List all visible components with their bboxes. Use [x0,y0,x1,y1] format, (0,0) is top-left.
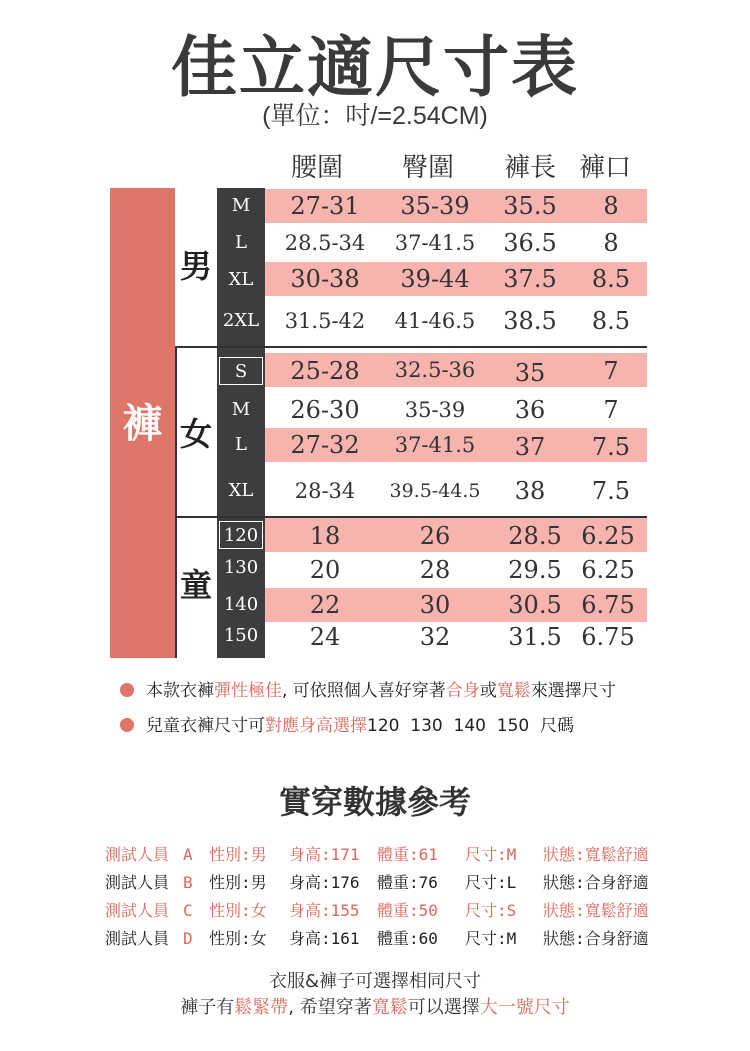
tester-id: D [183,929,193,948]
note-highlight: 彈性極佳 [214,681,282,701]
cell-length: 38.5 [503,307,557,335]
cell-hem: 6.75 [581,623,635,651]
tester-row [105,897,650,925]
group-label-kids: 童 [179,566,212,604]
col-header-hip: 臀圍 [401,153,454,183]
tester-id: C [183,901,193,920]
size-label: M [231,399,251,420]
cell-length: 30.5 [508,591,562,619]
tester-state: 狀態:寬鬆舒適 [543,901,649,920]
page-title: 佳立適尺寸表 [171,29,579,106]
cell-hip: 41-46.5 [394,309,476,333]
col-header-waist: 腰圍 [290,153,343,183]
tester-gender: 性別:男 [209,873,267,892]
cell-waist: 27-32 [290,431,360,459]
cell-hem: 7.5 [591,433,631,461]
cell-length: 36.5 [503,229,557,257]
tester-state: 狀態:合身舒適 [543,873,649,892]
tester-height: 身高:171 [289,845,360,864]
footer-line-1: 衣服&褲子可選擇相同尺寸 [268,971,482,992]
size-label: 150 [223,625,259,646]
footer-highlight: 鬆緊帶 [234,997,289,1018]
cell-length: 31.5 [508,623,562,651]
footer-text: 褲子有 [180,997,235,1018]
cell-hip: 26 [419,522,451,550]
cell-length: 28.5 [508,522,562,550]
note-kids-size [120,713,574,739]
note-text: 本款衣褲 [146,681,214,701]
size-label: L [235,232,247,253]
note-text: 兒童衣褲尺寸可 [146,716,265,736]
tester-height: 身高:161 [289,929,360,948]
cell-waist: 28-34 [294,479,356,503]
cell-hem: 7.5 [591,477,631,505]
tester-size: 尺寸:M [465,845,517,864]
cell-waist: 20 [309,556,341,584]
unit-note: (單位：吋/=2.54CM) [262,102,488,130]
group-label-women: 女 [179,415,212,453]
tester-name: 測試人員 [105,929,170,948]
note-highlight: 寬鬆 [496,681,531,701]
cell-hem: 6.75 [581,591,635,619]
tester-weight: 體重:50 [377,901,438,920]
tester-name: 測試人員 [105,901,170,920]
cell-hem: 8 [603,192,619,220]
cell-hem: 7 [603,357,619,385]
size-label: 120 [219,521,263,549]
size-label: L [235,434,247,455]
footer-text: , 希望穿著 [288,997,372,1018]
cell-waist: 26-30 [290,396,360,424]
group-label-men: 男 [179,247,212,285]
cell-length: 37 [514,433,546,461]
tester-height: 身高:155 [289,901,360,920]
cell-length: 36 [514,396,546,424]
tester-state: 狀態:合身舒適 [543,929,649,948]
cell-waist: 25-28 [290,357,360,385]
size-label: 140 [223,594,259,615]
size-label: S [219,357,263,385]
size-label: 2XL [222,310,260,331]
tester-row [105,925,650,953]
cell-length: 37.5 [503,265,557,293]
cell-length: 29.5 [508,556,562,584]
note-highlight: 合身 [445,681,480,701]
cell-waist: 24 [309,623,341,651]
note-text: , 可依照個人喜好穿著 [282,681,446,701]
note-highlight: 對應身高選擇 [265,716,367,736]
cell-hip: 35-39 [400,192,470,220]
cell-hem: 8 [603,229,619,257]
cell-length: 35 [514,359,546,387]
tester-row [105,841,650,869]
size-label: 130 [223,557,259,578]
cell-hip: 32.5-36 [394,358,476,382]
note-text: 來選擇尺寸 [530,681,616,701]
tester-size: 尺寸:M [465,929,517,948]
tester-id: B [183,873,193,892]
tester-gender: 性別:女 [209,901,267,920]
note-text: 或 [479,681,497,701]
cell-hip: 32 [419,623,451,651]
cell-hem: 7 [603,396,619,424]
note-elasticity [120,678,616,704]
tester-row [105,869,650,897]
cell-hem: 8.5 [591,265,631,293]
bullet-dot-icon [120,718,134,732]
cell-waist: 28.5-34 [284,231,366,255]
cell-hip: 30 [419,591,451,619]
footer-highlight: 寬鬆 [371,997,408,1018]
tester-name: 測試人員 [105,845,170,864]
cell-hip: 39.5-44.5 [389,480,481,502]
cell-hip: 37-41.5 [394,433,476,457]
tester-gender: 性別:男 [209,845,267,864]
cell-waist: 27-31 [290,192,360,220]
tester-weight: 體重:60 [377,929,438,948]
tester-state: 狀態:寬鬆舒適 [543,845,649,864]
cell-waist: 30-38 [290,265,360,293]
col-header-length: 褲長 [503,153,556,183]
bullet-dot-icon [120,683,134,697]
cell-waist: 31.5-42 [284,309,366,333]
note-text: 120 130 140 150 尺碼 [367,716,575,736]
reference-title: 實穿數據參考 [278,783,471,821]
tester-height: 身高:176 [289,873,360,892]
size-label: XL [228,480,254,501]
group-divider [175,346,647,348]
group-divider [175,516,647,518]
cell-waist: 18 [309,522,341,550]
cell-hip: 28 [419,556,451,584]
size-label: XL [228,269,254,290]
footer-line-2 [0,994,750,1022]
tester-weight: 體重:61 [377,845,438,864]
pants-category-label: 褲 [122,401,163,447]
cell-hip: 39-44 [400,265,470,293]
footer-highlight: 大一號尺寸 [479,997,570,1018]
tester-id: A [183,845,193,864]
tester-size: 尺寸:L [465,873,517,892]
cell-waist: 22 [309,591,341,619]
footer-text: 可以選擇 [407,997,480,1018]
cell-hip: 35-39 [404,398,466,422]
tester-name: 測試人員 [105,873,170,892]
tester-size: 尺寸:S [465,901,517,920]
tester-weight: 體重:76 [377,873,438,892]
cell-length: 38 [514,477,546,505]
cell-hem: 6.25 [581,522,635,550]
tester-gender: 性別:女 [209,929,267,948]
col-header-hem: 褲口 [578,153,631,183]
cell-hem: 8.5 [591,307,631,335]
size-label: M [231,195,251,216]
cell-hip: 37-41.5 [394,231,476,255]
cell-hem: 6.25 [581,556,635,584]
cell-length: 35.5 [503,192,557,220]
